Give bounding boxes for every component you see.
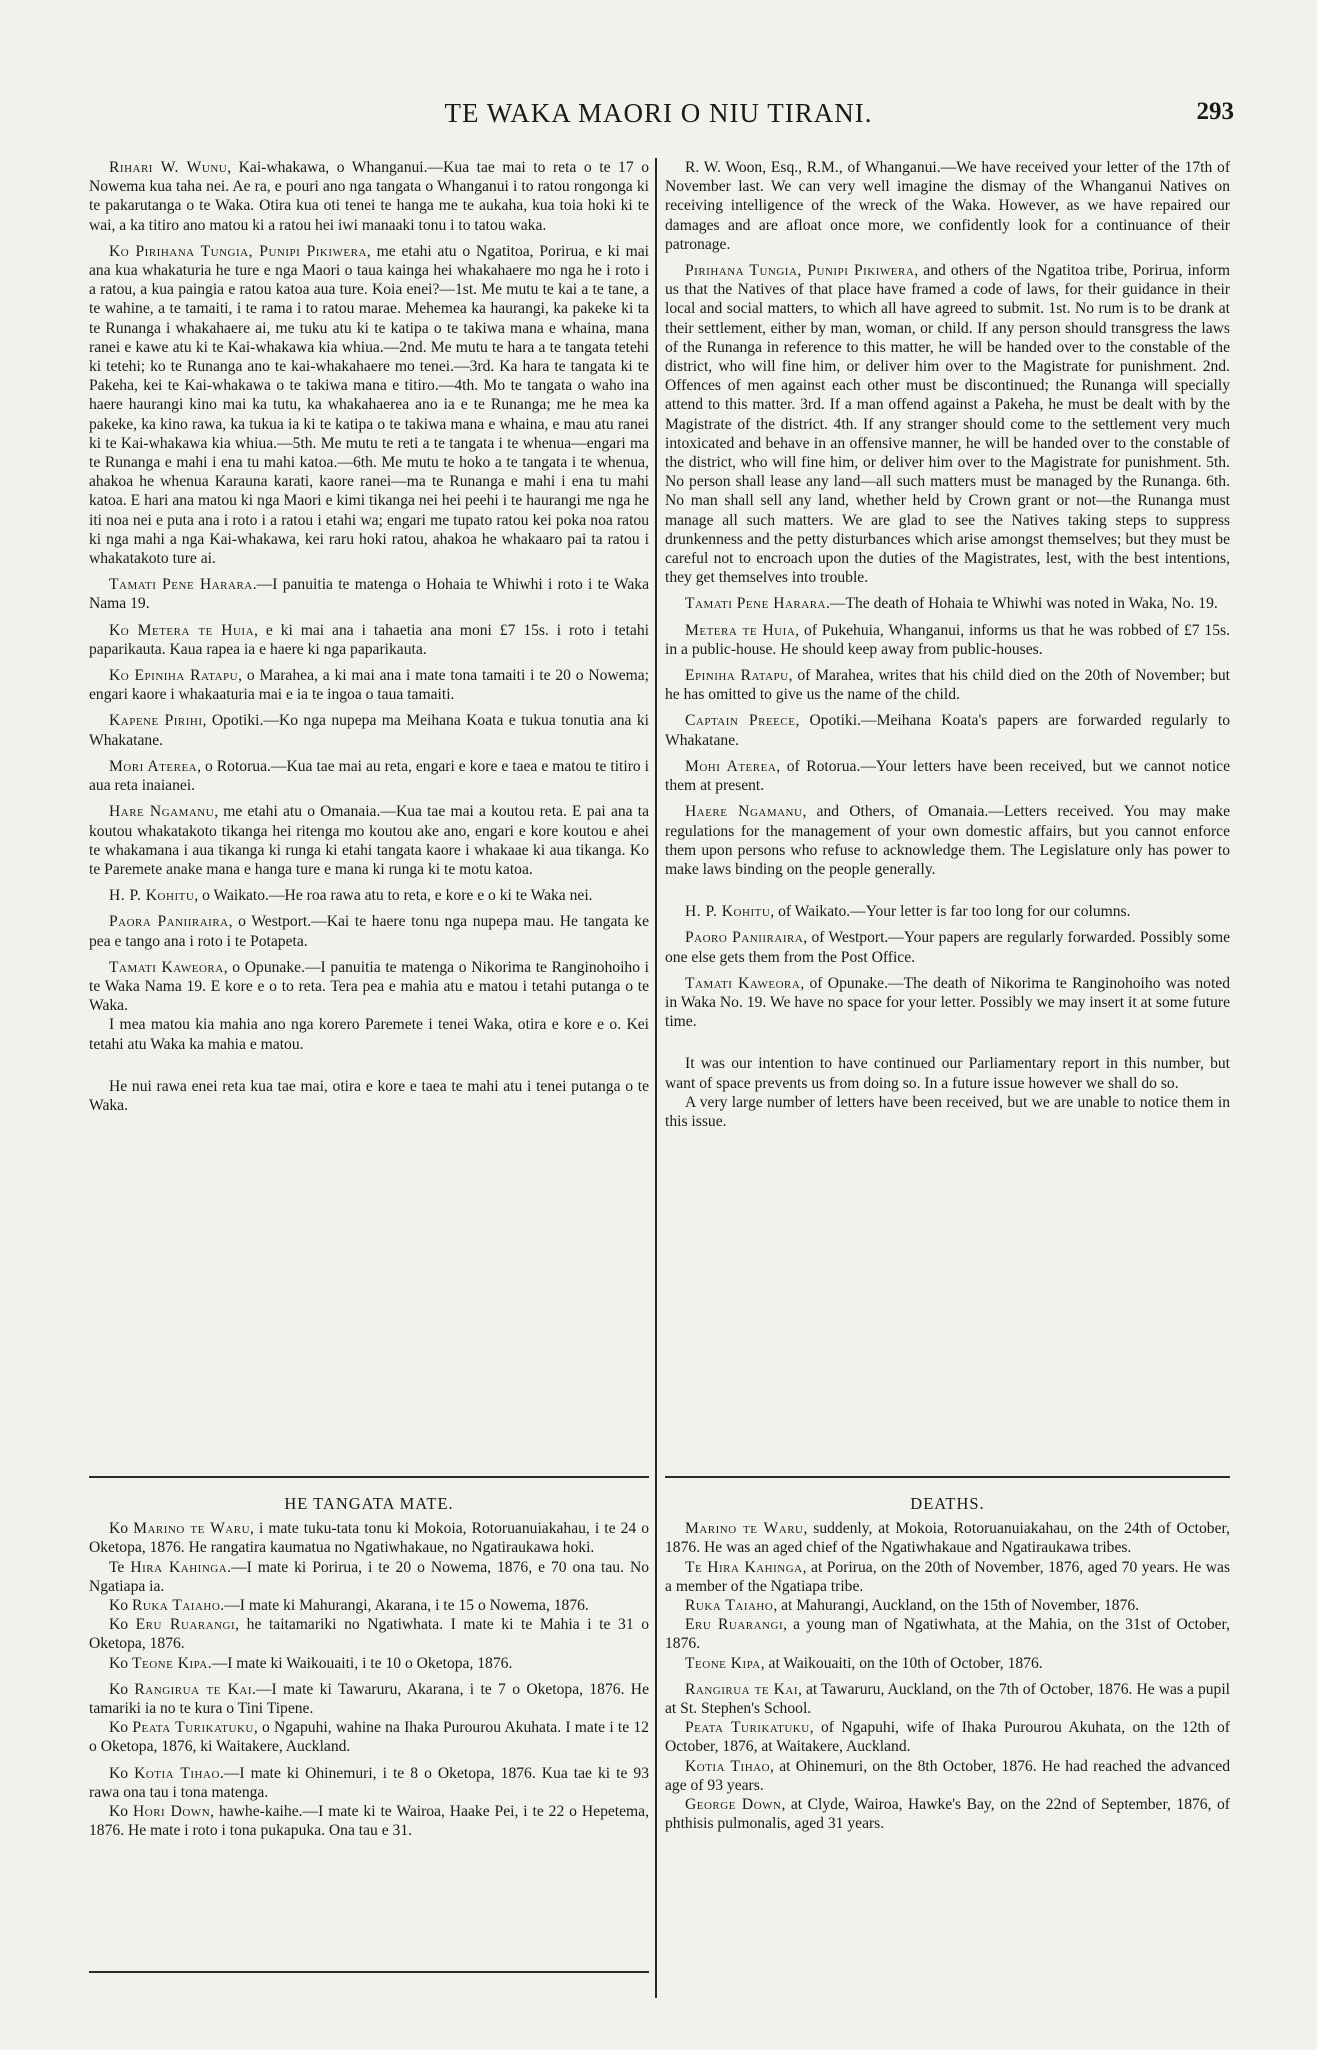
death-notice: Eru Ruarangi, a young man of Ngatiwhata, at the Mahia, on the 31st of October, 1876. — [665, 1616, 1230, 1653]
letter-entry: Metera te Huia, of Pukehuia, Whanganui, informs us that he was robbed of £7 15s. in a public-house. He should keep away from public-houses. — [665, 621, 1230, 658]
death-notice: Teone Kipa, at Waikouaiti, on the 10th of October, 1876. — [685, 1654, 1043, 1672]
editorial-note: He nui rawa enei reta kua tae mai, otira e kore e taea te mahi atu i tenei putanga o te Waka. — [89, 1077, 649, 1114]
death-notice: Te Hira Kahinga.—I mate ki Porirua, i te 20 o Nowema, 1876, e 70 ona tau. No Ngatiapa ia. — [89, 1558, 650, 1595]
death-notice: George Down, at Clyde, Wairoa, Hawke's Bay, on the 22nd of September, 1876, of phthisis pulmonalis, aged 31 years. — [665, 1796, 1230, 1833]
death-notice: Kotia Tihao, at Ohinemuri, on the 8th October, 1876. He had reached the advanced age of 93 years. — [665, 1757, 1230, 1794]
letter-entry: Hare Ngamanu, me etahi atu o Omanaia.—Kua tae mai a koutou reta. E pai ana ta koutou whakatakoto tikanga hei ritenga mo koutou ake ano, engari e kore koutou e ahei te whakamana i aua tikanga ki runga ki etahi tangata kaore i whakaae ki aua tikanga. Ko te Paremete anake mana e hanga ture e mana ki runga ki te motu katoa. — [89, 803, 650, 878]
letter-entry: Rihari W. Wunu, Kai-whakawa, o Whanganui.—Kua tae mai to reta o te 17 o Nowema kua taha nei. Ae ra, e pouri ano nga tangata o Whanganui i to ratou rongonga ki te pakarutanga o te Waka. Otira kua oti tenei te hanga me te aukaha, kua toia hoki ki te wai, a ka titiro ano matou ki a ratou hei iwi manaaki tonu i to tatou waka. — [89, 159, 649, 234]
section-rule — [89, 1476, 649, 1478]
death-notice: Ko Marino te Waru, i mate tuku-tata tonu ki Mokoia, Rotoruanuiakahau, i te 24 o Oketopa, 1876. He rangatira kaumatua no Ngatiwhakaue, no Ngatiraukawa hoki. — [89, 1520, 650, 1557]
section-rule — [665, 1476, 1230, 1478]
death-notice: Ko Hori Down, hawhe-kaihe.—I mate ki te Wairoa, Haake Pei, i te 22 o Hepetema, 1876. He mate i roto i tona pukapuka. Ona tau e 31. — [89, 1803, 649, 1840]
running-title: TE WAKA MAORI O NIU TIRANI. — [444, 98, 873, 128]
letter-entry: R. W. Woon, Esq., R.M., of Whanganui.—We have received your letter of the 17th of November last. We can very well imagine the dismay of the Whanganui Natives on receiving intelligence of the wreck of the Waka. However, as we have repaired our damages and are afloat once more, we confidently look for a continuance of their patronage. — [665, 159, 1231, 253]
death-notice: Ko Kotia Tihao.—I mate ki Ohinemuri, i te 8 o Oketopa, 1876. Kua tae ki te 93 rawa ona tau i tona matenga. — [89, 1764, 650, 1801]
death-notice: Peata Turikatuku, of Ngapuhi, wife of Ihaka Purourou Akuhata, on the 12th of October, 1876, at Waitakere, Auckland. — [665, 1719, 1230, 1756]
end-rule — [89, 1971, 649, 1973]
death-notice: Marino te Waru, suddenly, at Mokoia, Rotoruanuiakahau, on the 24th of October, 1876. He was an aged chief of the Ngatiwhakaue and Ngatiraukawa tribes. — [665, 1520, 1230, 1557]
letter-entry: Mori Aterea, o Rotorua.—Kua tae mai au reta, engari e kore e taea e matou te titiro i aua reta inaianei. — [89, 757, 650, 795]
letter-entry: H. P. Kohitu, of Waikato.—Your letter is far too long for our columns. — [685, 903, 1131, 921]
letter-entry: Paoro Paniiraira, of Westport.—Your papers are regularly forwarded. Possibly some one else gets them from the Post Office. — [665, 929, 1230, 966]
letter-entry: Tamati Kaweora, o Opunake.—I panuitia te matenga o Nikorima te Ranginohoiho i te Waka Nama 19. E kore e o to reta. Tera pea e mahia atu e matou i tetahi putanga o te Waka. — [89, 958, 650, 1015]
death-notice: Te Hira Kahinga, at Porirua, on the 20th of November, 1876, aged 70 years. He was a member of the Ngatiapa tribe. — [665, 1558, 1231, 1595]
deaths-maori-title: HE TANGATA MATE. — [284, 1494, 454, 1513]
deaths-maori-column — [89, 1494, 649, 1840]
editorial-note: I mea matou kia mahia ano nga korero Paremete i tenei Waka, otira e kore e o. Kei tetahi atu Waka ka mahia e matou. — [89, 1016, 649, 1053]
letter-entry: Ko Metera te Huia, e ki mai ana i tahaetia ana moni £7 15s. i roto i tetahi paparikauta. Kaua rapea ia e haere ki nga paparikauta. — [89, 621, 649, 658]
death-notice: Rangirua te Kai, at Tawaruru, Auckland, on the 7th of October, 1876. He was a pupil at St. Stephen's School. — [665, 1680, 1230, 1718]
letter-entry: Haere Ngamanu, and Others, of Omanaia.—Letters received. You may make regulations for the management of your own domestic affairs, but you cannot enforce them upon persons who refuse to acknowledge them. The Legislature only has power to make laws binding on the people generally. — [665, 803, 1231, 878]
death-notice: Ko Ruka Taiaho.—I mate ki Mahurangi, Akarana, i te 15 o Nowema, 1876. — [109, 1597, 589, 1615]
page-number: 293 — [1196, 98, 1234, 125]
letter-entry: Pirihana Tungia, Punipi Pikiwera, and others of the Ngatitoa tribe, Porirua, inform us that the Natives of that place have framed a code of laws, for their guidance in their local and social matters, to which all have agreed to submit. 1st. No rum is to be drank at their settlement, either by man, woman, or child. If any person should transgress the laws of the Runanga in reference to this matter, he will be handed over to the constable of the district, who will fine him, or deliver him over to the Magistrate for punishment. 2nd. Offences of men against each other must be discontinued; the Runanga will specially attend to this matter. 3rd. If a man offend against a Pakeha, he must be dealt with by the Magistrate of the district. 4th. If any stranger should come to the settlement very much intoxicated and behave in an offensive manner, he will be handed over to the constable of the district, who will fine him, or deliver him over to the Magistrate for punishment. 5th. No person shall lease any land—all such matters must be managed by the Runanga. 6th. No man shall sell any land, whether held by Crown grant or not—the Runanga must manage all such matters. We are glad to see the Natives taking steps to suppress drunkenness and the petty disturbances which arise amongst themselves; but they must be careful not to encroach upon the duties of the Magistrates, lest, with the best intentions, they get themselves into trouble. — [665, 262, 1230, 587]
death-notice: Ko Peata Turikatuku, o Ngapuhi, wahine na Ihaka Purourou Akuhata. I mate i te 12 o Oketopa, 1876, ki Waitakere, Auckland. — [89, 1719, 649, 1756]
letters-english-column — [665, 158, 1230, 1138]
death-notice: Ruka Taiaho, at Mahurangi, Auckland, on the 15th of November, 1876. — [685, 1597, 1140, 1615]
page-header — [0, 98, 1317, 134]
letter-entry: Epiniha Ratapu, of Marahea, writes that his child died on the 20th of November; but he has omitted to give us the name of the child. — [665, 667, 1230, 704]
deaths-english-column — [665, 1494, 1230, 1833]
letter-entry: Mohi Aterea, of Rotorua.—Your letters have been received, but we cannot notice them at present. — [665, 757, 1231, 795]
deaths-english-title: DEATHS. — [910, 1494, 985, 1513]
death-notice: Ko Teone Kipa.—I mate ki Waikouaiti, i te 10 o Oketopa, 1876. — [109, 1654, 513, 1672]
editorial-note: A very large number of letters have been received, but we are unable to notice them in this issue. — [665, 1093, 1230, 1130]
death-notice: Ko Rangirua te Kai.—I mate ki Tawaruru, Akarana, i te 7 o Oketopa, 1876. He tamariki ia no te kura o Tini Tipene. — [89, 1680, 649, 1718]
letter-entry: Tamati Kaweora, of Opunake.—The death of Nikorima te Ranginohoiho was noted in Waka No. 19. We have no space for your letter. Possibly we may insert it at some future time. — [665, 974, 1230, 1031]
letter-entry: Kapene Pirihi, Opotiki.—Ko nga nupepa ma Meihana Koata e tukua tonutia ana ki Whakatane. — [89, 712, 649, 749]
letter-entry: Ko Epiniha Ratapu, o Marahea, a ki mai ana i mate tona tamaiti i te 20 o Nowema; engari kaore i whakaaturia mai e ia te ingoa o taua tamaiti. — [89, 667, 649, 704]
letter-entry: Tamati Pene Harara.—The death of Hohaia te Whiwhi was noted in Waka, No. 19. — [685, 595, 1218, 613]
letter-entry: Captain Preece, Opotiki.—Meihana Koata's papers are forwarded regularly to Whakatane. — [665, 712, 1230, 749]
death-notice: Ko Eru Ruarangi, he taitamariki no Ngatiwhata. I mate ki te Mahia i te 31 o Oketopa, 1876. — [89, 1616, 650, 1653]
column-divider — [655, 158, 657, 1998]
letter-entry: Ko Pirihana Tungia, Punipi Pikiwera, me etahi atu o Ngatitoa, Porirua, e ki mai ana kua whakaturia he ture e nga Maori o taua kainga hei whakahaere mo nga he i roto i a ratou, a kua paingia e ratou katoa aua ture. Koia enei?—1st. Me mutu te kai a te tane, a te wahine, a te tamaiti, i te rama i to ratou marae. Mehemea ka haurangi, ka pakeke ki ta te Runanga i whakahaere ai, me tuku atu ki te katipa o te takiwa mana e whaina, mana ranei e kawe atu ki te Kai-whakawa kia whiua.—2nd. Me mutu te hara a te tangata tetehi ki tetehi; ko te Runanga ano te kai-whakahaere mo tenei.—3rd. Ka hara te tangata ki te Pakeha, kei te Kai-whakawa o te takiwa mana e titiro.—4th. Mo te tangata o waho ina haere haurangi kino mai ka tutu, ka whakahaerea ano ia e te Runanga; me he mea ka pakeke, ka kino rawa, ka tukua ia ki te katipa o te takiwa mana e whaina, e mau atu ranei ki te Kai-whakawa kia whiua.—5th. Me mutu te reti a te tangata i te whenua—engari ma te Runanga e mahi i ena tu mahi katoa.—6th. Me mutu te hoko a te tangata i te whenua, ahakoa he whenua Karauna karati, kaore ranei—ma te Runanga e mahi i ena tu mahi katoa. E hari ana matou ki nga Maori e kimi tikanga nei hei peehi i te haurangi me nga he iti noa nei e puta ana i roto i a ratou i etahi wa; engari me tupato ratou kei poka noa ratou ki nga mahi a nga Kai-whakawa, kei raru hoki ratou, ahakoa he whakaaro pai ta ratou i whakatakoto ture ai. — [89, 242, 649, 568]
letter-entry: H. P. Kohitu, o Waikato.—He roa rawa atu to reta, e kore e o ki te Waka nei. — [109, 887, 593, 905]
letter-entry: Tamati Pene Harara.—I panuitia te matenga o Hohaia te Whiwhi i roto i te Waka Nama 19. — [89, 576, 650, 613]
editorial-note: It was our intention to have continued our Parliamentary report in this number, but want of space prevents us from doing so. In a future issue however we shall do so. — [665, 1055, 1230, 1092]
letter-entry: Paora Paniiraira, o Westport.—Kai te haere tonu nga nupepa mau. He tangata ke pea e tango ana i roto i te Potapeta. — [89, 913, 649, 950]
letters-maori-column — [89, 158, 649, 1122]
